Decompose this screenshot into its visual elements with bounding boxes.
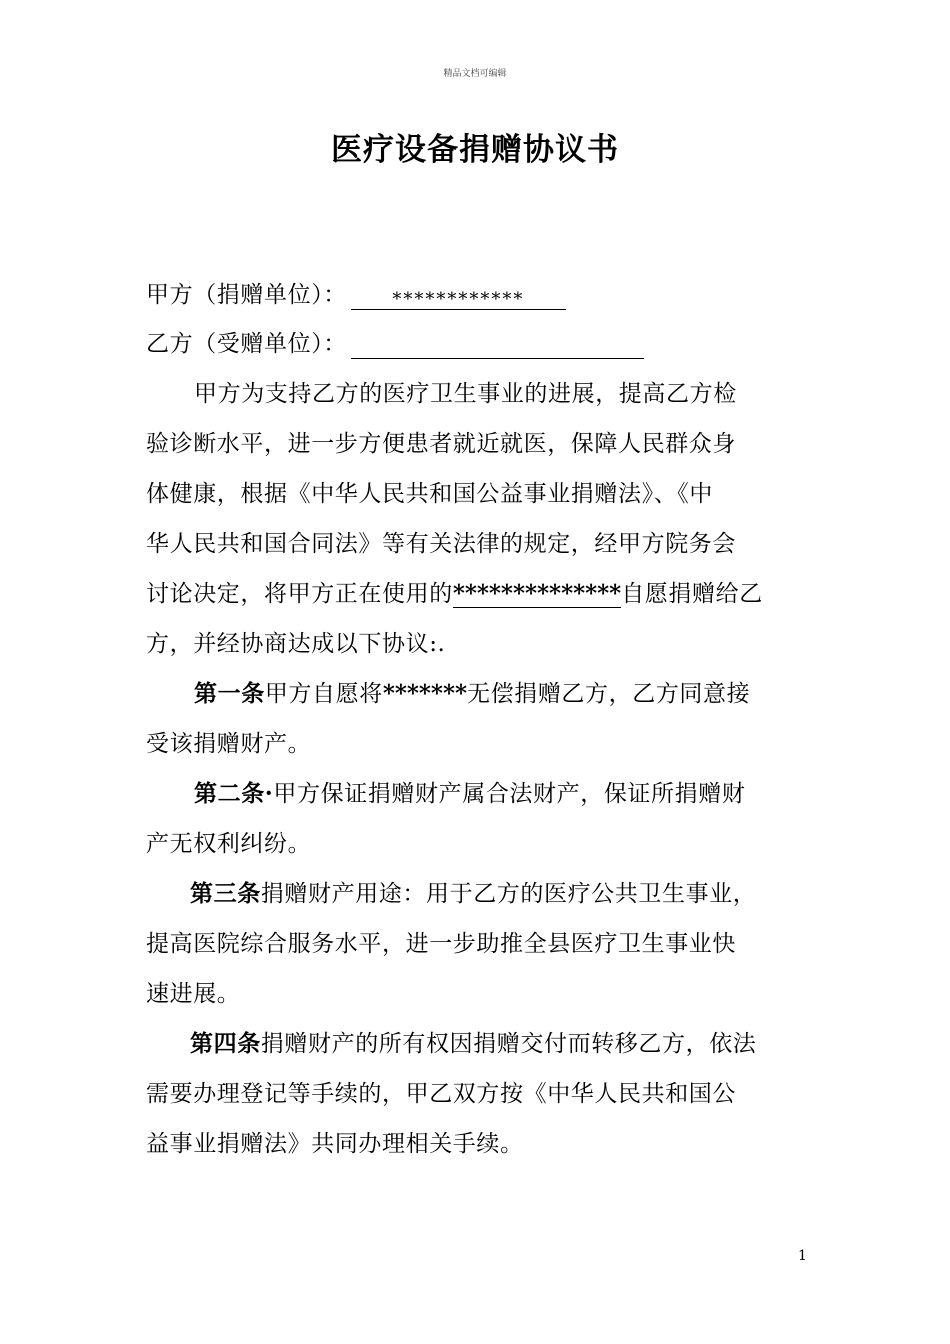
- article-text: 甲方自愿将: [264, 681, 383, 707]
- article-text: 捐赠财产的所有权因捐赠交付而转移乙方，依法: [260, 1031, 757, 1057]
- equipment-placeholder: **************: [452, 580, 622, 607]
- page-number: 1: [798, 1248, 807, 1264]
- preamble-text: 讨论决定，将甲方正在使用的: [146, 581, 453, 607]
- article-4-heading: 第四条: [190, 1030, 261, 1057]
- article-1-line-2: 受该捐赠财产。: [146, 731, 312, 757]
- article-4-line-1: [190, 1029, 756, 1059]
- article-3-line-1: [190, 879, 756, 909]
- article-text: 捐赠财产用途：用于乙方的医疗公共卫生事业，: [260, 881, 757, 907]
- party-b-label: 乙方（受赠单位）：: [146, 331, 347, 357]
- article-4-line-3: 益事业捐赠法》共同办理相关手续。: [146, 1131, 524, 1157]
- article-1-line-1: [194, 679, 750, 709]
- preamble-text: 自愿捐赠给乙: [621, 581, 763, 607]
- preamble-line-2: 验诊断水平，进一步方便患者就近就医，保障人民群众身: [146, 431, 736, 457]
- article-2-line-1: [194, 779, 745, 809]
- preamble-line-6: 方，并经协商达成以下协议:.: [146, 631, 446, 657]
- party-b-line: [146, 329, 644, 359]
- article-3-heading: 第三条: [190, 880, 261, 907]
- preamble-line-4: 华人民共和国合同法》等有关法律的规定，经甲方院务会: [146, 531, 736, 557]
- article-3-line-2: 提高医院综合服务水平，进一步助推全县医疗卫生事业快: [146, 931, 736, 957]
- preamble-line-5: [146, 579, 763, 609]
- party-a-line: [146, 280, 566, 310]
- party-a-label: 甲方（捐赠单位）：: [146, 282, 347, 308]
- article-3-line-3: 速进展。: [146, 981, 241, 1007]
- document-title: 医疗设备捐赠协议书: [331, 132, 619, 168]
- article-text: 无偿捐赠乙方，乙方同意接: [467, 681, 751, 707]
- preamble-line-1: 甲方为支持乙方的医疗卫生事业的进展，提高乙方检: [194, 381, 737, 407]
- donation-placeholder: *******: [382, 680, 468, 707]
- article-2-heading: 第二条·: [194, 780, 274, 807]
- party-b-field: [351, 334, 644, 359]
- preamble-line-3: 体健康，根据《中华人民共和国公益事业捐赠法》、《中: [146, 481, 713, 507]
- article-2-line-2: 产无权利纠纷。: [146, 831, 312, 857]
- party-a-field: ************: [351, 285, 566, 310]
- article-4-line-2: 需要办理登记等手续的，甲乙双方按《中华人民共和国公: [146, 1081, 736, 1107]
- page-header: 精品文档可编辑: [443, 69, 507, 79]
- article-text: 甲方保证捐赠财产属合法财产，保证所捐赠财: [273, 781, 746, 807]
- article-1-heading: 第一条: [194, 680, 265, 707]
